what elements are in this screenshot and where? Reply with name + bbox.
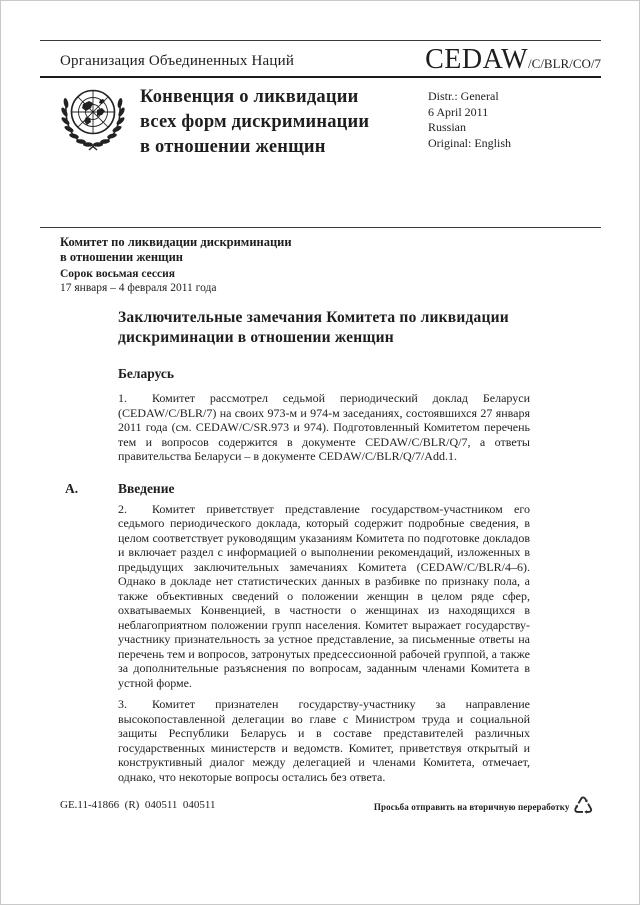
un-emblem-icon [56, 82, 130, 154]
recycle-icon: ♺ [572, 792, 594, 820]
country-heading: Беларусь [118, 366, 175, 381]
un-org-name: Организация Объединенных Наций [60, 53, 295, 69]
paragraph-3 [118, 697, 530, 784]
section-title: Введение [118, 480, 175, 496]
paragraph-1 [118, 391, 530, 464]
committee-name-line: в отношении женщин [60, 250, 183, 264]
distr-date: 6 April 2011 [428, 104, 489, 119]
convention-title [140, 85, 369, 160]
section-divider-rule [40, 227, 601, 228]
paragraph-number: 1. [118, 391, 127, 405]
distr-line: Distr.: General [428, 89, 499, 103]
footer-recycle-note [374, 794, 594, 818]
paragraph-number: 2. [118, 501, 127, 516]
paragraph-text: Комитет приветствует представление государством-участником его седьмого периодического доклада, который содержит подробные сведения, в целом соответствует руководящим указаниям Комитета по подготовке докладов и включает раздел с информацией о выполнении рекомендаций, изложенных в предыдущих заключительных замечаниях Комитета (CEDAW/C/BLR/4–6). Однако в докладе нет статистических данных в разбивке по признаку пола, а также объективных сведений о положении женщин в целом ряде сфер, охватываемых Конвенцией, в частности о женщинах из находящихся в неблагоприятном положении групп населения. Комитет выражает государству-участнику признательность за устное представление, за письменные ответы на перечень тем и вопросов, затронутых предсессионной рабочей группой, а также за дополнительные разъяснения по вопросам, заданным членами Комитета в устной форме. [118, 501, 530, 690]
distribution-block [428, 89, 511, 151]
header-mid-rule [40, 76, 601, 78]
header-top-rule [40, 40, 601, 41]
document-body [65, 308, 530, 784]
section-a-heading [65, 480, 530, 497]
convention-title-line: Конвенция о ликвидации [140, 87, 359, 107]
committee-name [60, 235, 292, 265]
document-symbol-suffix: /C/BLR/CO/7 [528, 56, 601, 71]
committee-name-line: Комитет по ликвидации дискриминации [60, 235, 292, 249]
session-dates: 17 января – 4 февраля 2011 года [60, 282, 217, 294]
distr-language: Russian [428, 120, 467, 134]
paragraph-number: 3. [118, 697, 127, 711]
recycle-note-text: Просьба отправить на вторичную переработку [373, 802, 570, 812]
paragraph-text: Комитет признателен государству-участнику за направление высокопоставленной делегации во главе с Министром труда и социальной защиты Республики Беларусь и в составе представителей различных государственных министерств и ведомств. Комитет, приветствуя открытый и конструктивный диалог между делегацией и членами Комитета, отмечает, однако, что некоторые вопросы остались без ответа. [118, 697, 530, 784]
footer-document-code: GE.11-41866 (R) 040511 040511 [60, 799, 216, 811]
distr-original: Original: English [428, 135, 511, 150]
section-a-paragraphs [118, 502, 530, 785]
committee-block [60, 235, 292, 295]
paragraph-text: Комитет рассмотрел седьмой периодический доклад Беларуси (CEDAW/C/BLR/7) на своих 973-м и 974-м заседаниях, состоявшихся 27 января 2011 года (см. CEDAW/C/SR.973 и 974). Подготовленный Комитетом перечень тем и вопросов содержится в документе CEDAW/C/BLR/Q/7, а ответы правительства Беларуси – в документе CEDAW/C/BLR/Q/7/Add.1. [118, 391, 530, 463]
document-symbol [425, 44, 601, 76]
convention-title-line: всех форм дискриминации [140, 112, 370, 132]
convention-title-line: в отношении женщин [140, 137, 326, 157]
paragraph-2 [118, 502, 530, 691]
document-title: Заключительные замечания Комитета по ликвидации дискриминации в отношении женщин [118, 309, 509, 346]
document-symbol-main: CEDAW [425, 44, 529, 75]
session-title: Сорок восьмая сессия [60, 268, 175, 280]
section-letter: A. [65, 480, 79, 496]
